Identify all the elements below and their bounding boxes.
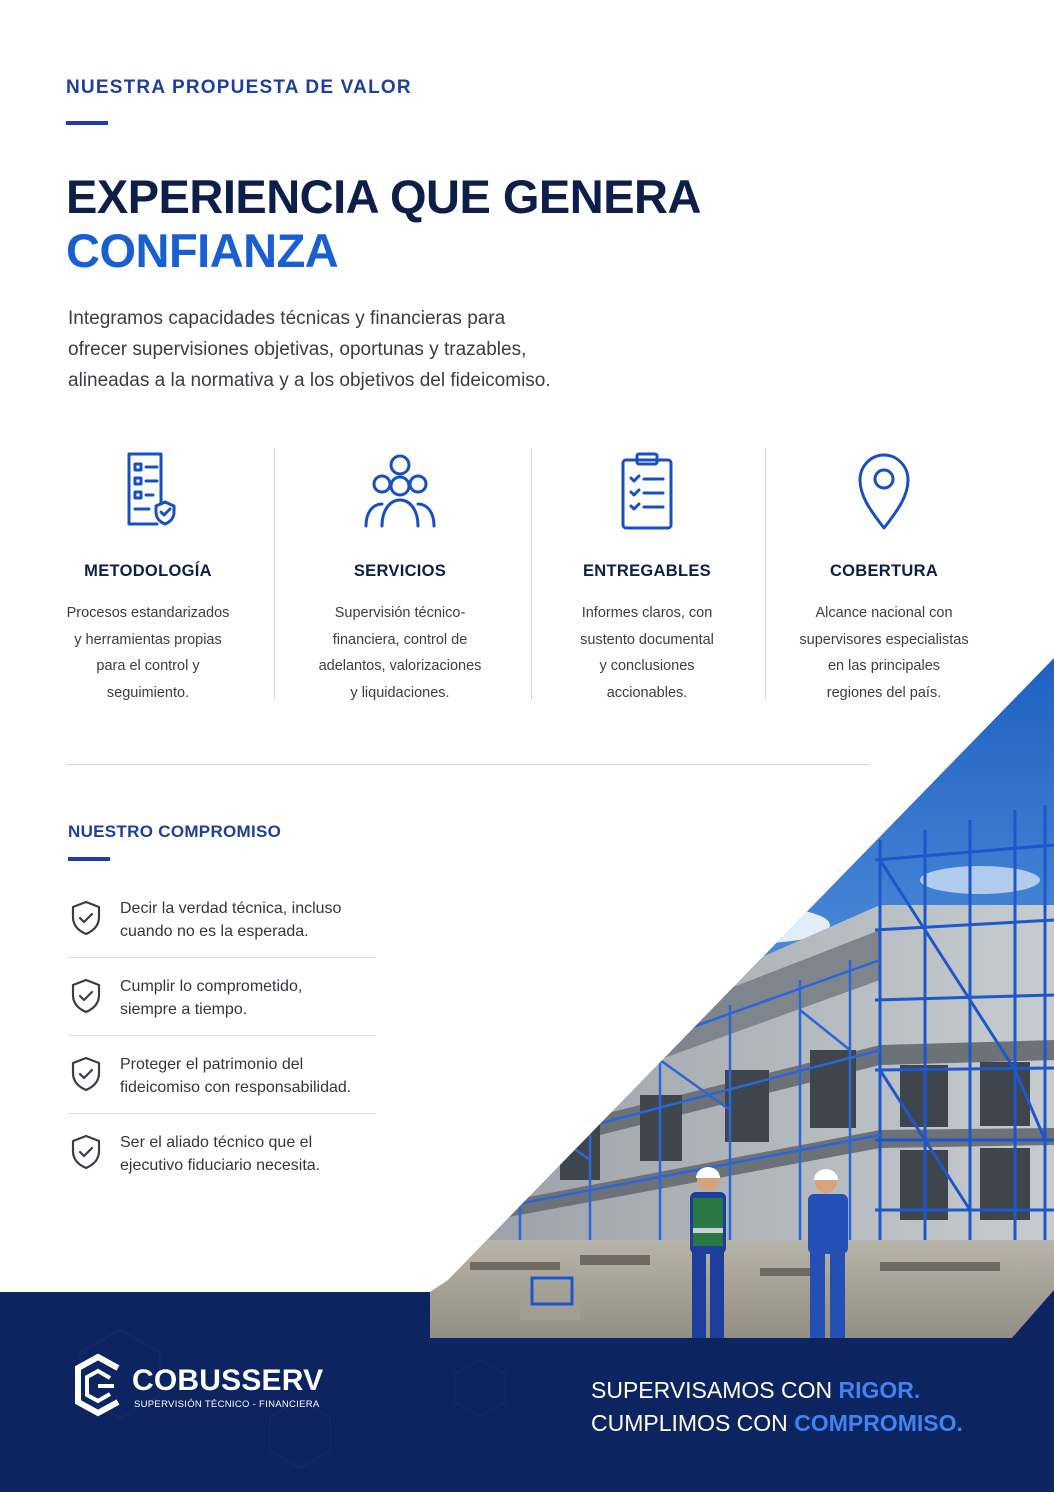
commitment-text: Ser el aliado técnico que el ejecutivo fiduciario necesita. — [120, 1134, 321, 1174]
slogan-line-1: SUPERVISAMOS CON RIGOR. — [591, 1377, 921, 1403]
feature-title: SERVICIOS — [353, 562, 447, 580]
commitment-text: Proteger el patrimonio del fideicomiso con responsabilidad. — [120, 1056, 352, 1096]
title-line-1: EXPERIENCIA QUE GENERA — [66, 170, 701, 223]
brand-tagline: SUPERVISIÓN TÉCNICO - FINANCIERA — [134, 1399, 320, 1410]
intro-line: alineadas a la normativa y a los objetivos del fideicomiso. — [68, 370, 551, 391]
feature-description: Informes claros, con sustento documental y conclusiones accionables. — [580, 605, 714, 701]
intro-line: ofrecer supervisiones objetivas, oportunas y trazables, — [68, 339, 527, 360]
commitment-title: NUESTRO COMPROMISO — [68, 822, 282, 841]
section-eyebrow: NUESTRA PROPUESTA DE VALOR — [66, 77, 412, 98]
commitment-text: Cumplir lo comprometido, siempre a tiempo. — [120, 978, 303, 1018]
brand-name: COBUSSERV — [132, 1364, 324, 1397]
feature-title: ENTREGABLES — [583, 562, 711, 580]
title-line-2-highlight: CONFIANZA — [66, 224, 339, 277]
feature-description: Alcance nacional con supervisores especialistas en las principales regiones del país. — [799, 605, 969, 701]
feature-description: Procesos estandarizados y herramientas propias para el control y seguimiento. — [66, 605, 230, 701]
intro-line: Integramos capacidades técnicas y financieras para — [68, 308, 506, 329]
slogan-line-2: CUMPLIMOS CON COMPROMISO. — [591, 1410, 963, 1436]
footer-slogan — [591, 1374, 963, 1440]
feature-title: COBERTURA — [829, 562, 939, 580]
feature-description: Supervisión técnico- financiera, control de adelantos, valorizaciones y liquidaciones. — [318, 605, 482, 701]
commitment-text: Decir la verdad técnica, incluso cuando no es la esperada. — [120, 900, 342, 940]
feature-title: METODOLOGÍA — [84, 562, 212, 580]
brand-logo-icon — [74, 1354, 124, 1418]
